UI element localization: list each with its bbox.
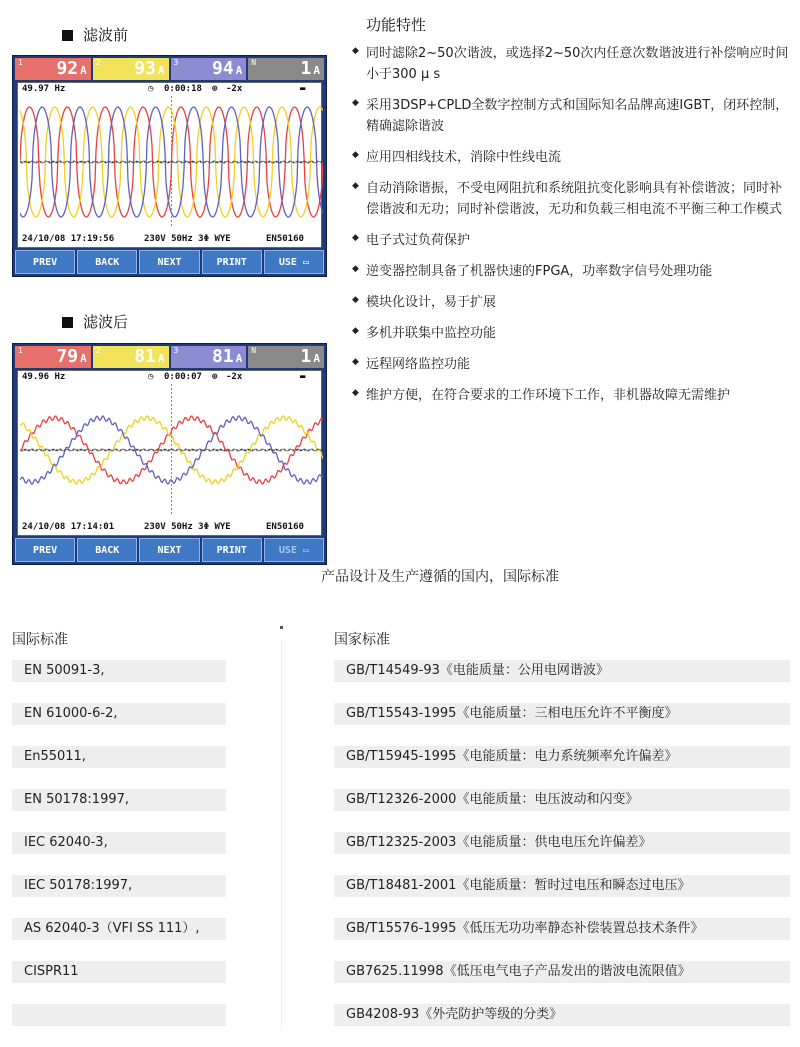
next-button[interactable]: NEXT xyxy=(139,538,199,562)
list-item: GB/T15543-1995《电能质量：三相电压允许不平衡度》 xyxy=(334,703,790,725)
list-item: En55011, xyxy=(12,746,226,768)
channel-row xyxy=(15,58,324,80)
standard-readout: EN50160 xyxy=(266,522,304,532)
prev-button[interactable]: PREV xyxy=(15,250,75,274)
channel-2-reading: 2 93 A xyxy=(93,58,169,80)
waveform-plot xyxy=(20,384,323,516)
zoom-icon: ⊕ xyxy=(212,84,218,94)
timer-icon: ◷ xyxy=(148,84,154,94)
scope-screen xyxy=(17,82,322,248)
channel-3-reading: 3 81 A xyxy=(171,346,247,368)
feature-item: ◆ 应用四相线技术，消除中性线电流 xyxy=(352,147,792,168)
features-section xyxy=(352,14,792,416)
feature-item: ◆ 逆变器控制具备了机器快速的FPGA，功率数字信号处理功能 xyxy=(352,261,792,282)
softkey-bar xyxy=(15,250,324,274)
status-bar xyxy=(18,371,321,383)
timer-readout: 0:00:18 xyxy=(164,84,202,94)
prev-button[interactable]: PREV xyxy=(15,538,75,562)
list-item: GB/T18481-2001《电能质量：暂时过电压和瞬态过电压》 xyxy=(334,875,790,897)
timer-icon: ◷ xyxy=(148,372,154,382)
battery-icon: ▬ xyxy=(300,84,306,94)
intl-standards-title: 国际标准 xyxy=(12,632,68,648)
features-title: 功能特性 xyxy=(366,16,427,34)
zoom-readout: -2x xyxy=(226,372,243,382)
natl-standards-list xyxy=(334,660,790,1047)
scope-screen xyxy=(17,370,322,536)
scope-before xyxy=(12,55,327,277)
list-item: CISPR11 xyxy=(12,961,226,983)
list-item: IEC 50178:1997, xyxy=(12,875,226,897)
channel-n-reading: N 1 A xyxy=(248,346,324,368)
channel-row xyxy=(15,346,324,368)
channel-2-reading: 2 81 A xyxy=(93,346,169,368)
list-item: AS 62040-3（VFI SS 111）, xyxy=(12,918,226,940)
folder-icon: ▭ xyxy=(302,545,309,556)
back-button[interactable]: BACK xyxy=(77,250,137,274)
channel-1-reading: 1 92 A xyxy=(15,58,91,80)
list-item: GB/T14549-93《电能质量：公用电网谐波》 xyxy=(334,660,790,682)
zoom-icon: ⊕ xyxy=(212,372,218,382)
channel-1-reading: 1 79 A xyxy=(15,346,91,368)
standard-readout: EN50160 xyxy=(266,234,304,244)
battery-icon: ▬ xyxy=(300,372,306,382)
print-button[interactable]: PRINT xyxy=(202,538,262,562)
use-button[interactable]: USE ▭ xyxy=(264,538,324,562)
list-item xyxy=(12,1004,226,1026)
softkey-bar xyxy=(15,538,324,562)
status-bar xyxy=(18,83,321,95)
feature-item: ◆ 同时滤除2~50次谐波，或选择2~50次内任意次数谐波进行补偿响应时间小于300 μ s xyxy=(352,43,792,85)
feature-item: ◆ 多机并联集中监控功能 xyxy=(352,323,792,344)
list-item: EN 50178:1997, xyxy=(12,789,226,811)
standards-heading: 产品设计及生产遵循的国内，国际标准 xyxy=(321,569,559,585)
print-button[interactable]: PRINT xyxy=(202,250,262,274)
before-filter-title: 滤波前 xyxy=(62,24,128,45)
zoom-readout: -2x xyxy=(226,84,243,94)
settings-readout: 230V 50Hz 3Φ WYE xyxy=(144,522,231,532)
feature-item: ◆ 采用3DSP+CPLD全数字控制方式和国际知名品牌高速IGBT，闭环控制，精确滤除谐波 xyxy=(352,95,792,137)
feature-item: ◆ 远程网络监控功能 xyxy=(352,354,792,375)
list-item: GB/T15576-1995《低压无功功率静态补偿装置总技术条件》 xyxy=(334,918,790,940)
intl-standards-list xyxy=(12,660,226,1047)
datetime-readout: 24/10/08 17:19:56 xyxy=(22,234,115,244)
timer-readout: 0:00:07 xyxy=(164,372,202,382)
list-item: GB7625.11998《低压电气电子产品发出的谐波电流限值》 xyxy=(334,961,790,983)
waveform-plot xyxy=(20,96,323,228)
frequency-readout: 49.96 Hz xyxy=(22,372,66,382)
features-list xyxy=(352,43,792,406)
list-item: EN 61000-6-2, xyxy=(12,703,226,725)
list-item: IEC 62040-3, xyxy=(12,832,226,854)
list-item: GB4208-93《外壳防护等级的分类》 xyxy=(334,1004,790,1026)
divider-dot xyxy=(280,626,283,629)
list-item: EN 50091-3, xyxy=(12,660,226,682)
channel-n-reading: N 1 A xyxy=(248,58,324,80)
frequency-readout: 49.97 Hz xyxy=(22,84,66,94)
folder-icon: ▭ xyxy=(302,257,309,268)
footer-bar xyxy=(18,520,321,534)
list-item: GB/T12326-2000《电能质量：电压波动和闪变》 xyxy=(334,789,790,811)
settings-readout: 230V 50Hz 3Φ WYE xyxy=(144,234,231,244)
feature-item: ◆ 模块化设计，易于扩展 xyxy=(352,292,792,313)
scope-after xyxy=(12,343,327,565)
feature-item: ◆ 自动消除谐振，不受电网阻抗和系统阻抗变化影响具有补偿谐波；同时补偿谐波和无功；同时补偿谐波，无功和负载三相电流不平衡三种工作模式 xyxy=(352,178,792,220)
square-bullet-icon xyxy=(62,317,73,328)
natl-standards-title: 国家标准 xyxy=(334,632,390,648)
square-bullet-icon xyxy=(62,30,73,41)
next-button[interactable]: NEXT xyxy=(139,250,199,274)
footer-bar xyxy=(18,232,321,246)
feature-item: ◆ 维护方便，在符合要求的工作环境下工作，非机器故障无需维护 xyxy=(352,385,792,406)
channel-3-reading: 3 94 A xyxy=(171,58,247,80)
use-button[interactable]: USE ▭ xyxy=(264,250,324,274)
feature-item: ◆ 电子式过负荷保护 xyxy=(352,230,792,251)
list-item: GB/T15945-1995《电能质量：电力系统频率允许偏差》 xyxy=(334,746,790,768)
list-item: GB/T12325-2003《电能质量：供电电压允许偏差》 xyxy=(334,832,790,854)
back-button[interactable]: BACK xyxy=(77,538,137,562)
after-filter-title: 滤波后 xyxy=(62,311,128,332)
datetime-readout: 24/10/08 17:14:01 xyxy=(22,522,115,532)
column-divider xyxy=(281,640,282,1030)
